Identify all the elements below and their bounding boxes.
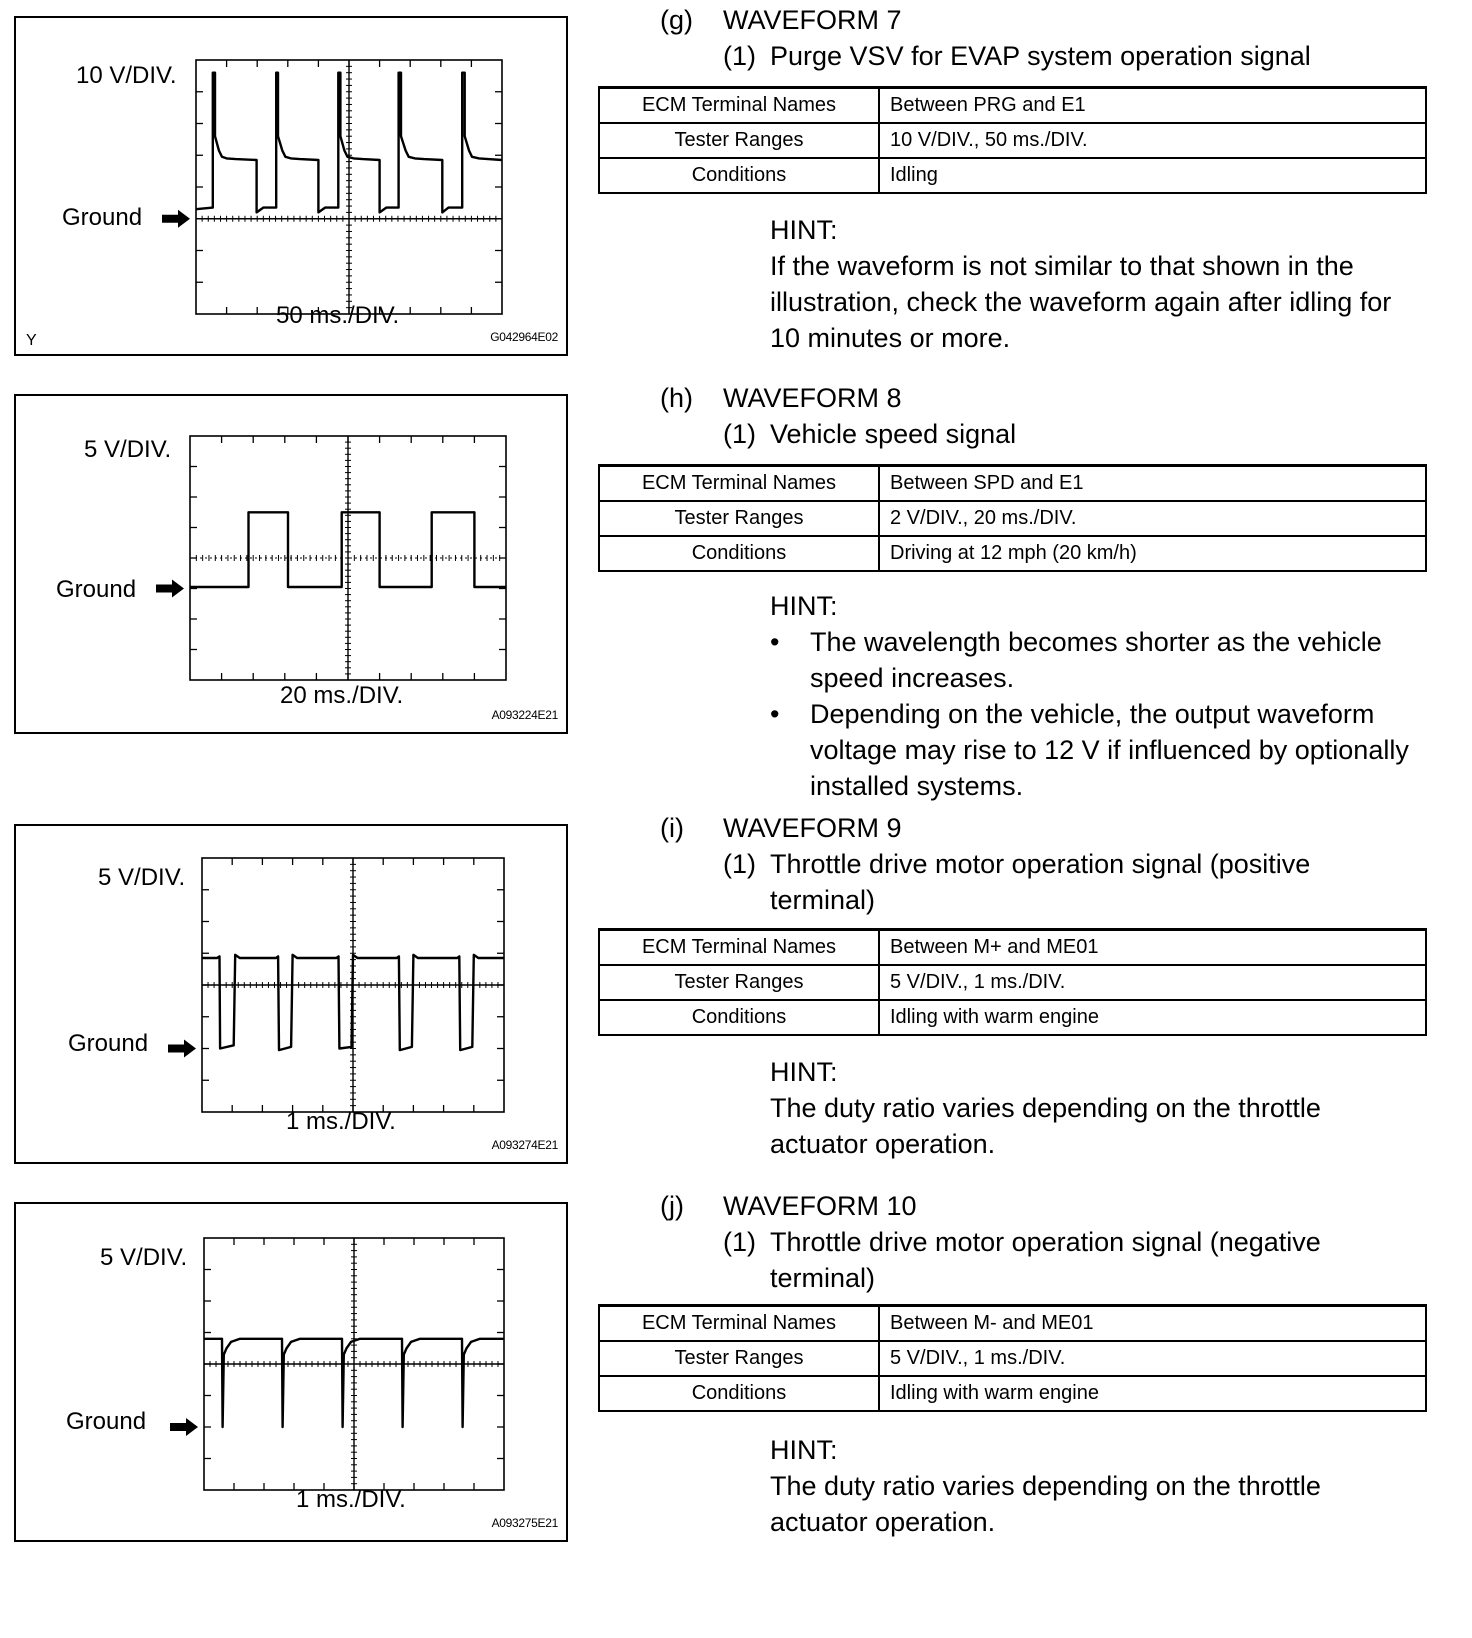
table-key: Tester Ranges [599, 965, 879, 1000]
sub-number: (1) [723, 41, 756, 71]
section-letter: (g) [660, 5, 693, 35]
figure-id: G042964E02 [490, 330, 558, 344]
table-key: Conditions [599, 1376, 879, 1411]
table-key: Tester Ranges [599, 123, 879, 158]
sub-number: (1) [723, 1227, 756, 1257]
section-title: WAVEFORM 8 [723, 383, 902, 413]
volts-per-div-label: 10 V/DIV. [76, 62, 177, 89]
table-key: Conditions [599, 158, 879, 193]
table-key: Conditions [599, 1000, 879, 1035]
time-per-div-label: 50 ms./DIV. [276, 302, 400, 329]
sub-text: Throttle drive motor operation signal (positive terminal) [770, 849, 1311, 915]
section-waveform-8 [598, 380, 1428, 801]
table-key: ECM Terminal Names [599, 466, 879, 501]
figure-corner-mark: Y [26, 332, 37, 349]
figure-id: A093274E21 [491, 1138, 558, 1152]
table-key: ECM Terminal Names [599, 1306, 879, 1341]
section-subheading [598, 416, 1428, 452]
table-value: Idling with warm engine [879, 1376, 1426, 1411]
hint-label: HINT: [770, 591, 838, 621]
hint-label: HINT: [770, 215, 838, 245]
sub-text: Vehicle speed signal [770, 419, 1017, 449]
section-waveform-10 [598, 1188, 1428, 1537]
section-heading [598, 810, 1428, 846]
hint-label: HINT: [770, 1435, 838, 1465]
table-value: Between PRG and E1 [879, 88, 1426, 123]
table-row [599, 965, 1426, 1000]
table-value: 5 V/DIV., 1 ms./DIV. [879, 1341, 1426, 1376]
table-row [599, 158, 1426, 193]
section-letter: (i) [660, 813, 684, 843]
hint-block [770, 212, 1410, 356]
ground-label: Ground [68, 1030, 149, 1057]
table-key: Tester Ranges [599, 1341, 879, 1376]
section-heading [598, 380, 1428, 416]
table-value: Between M+ and ME01 [879, 930, 1426, 965]
bullet-icon: • [770, 627, 780, 657]
ground-arrow-icon [168, 1040, 196, 1058]
spec-table [598, 928, 1427, 1036]
hint-bullet-item [770, 696, 1410, 804]
table-value: Between SPD and E1 [879, 466, 1426, 501]
ground-label: Ground [56, 576, 137, 603]
volts-per-div-label: 5 V/DIV. [84, 436, 172, 463]
table-row [599, 1341, 1426, 1376]
spec-table [598, 86, 1427, 194]
table-value: 5 V/DIV., 1 ms./DIV. [879, 965, 1426, 1000]
table-row [599, 466, 1426, 501]
sub-number: (1) [723, 849, 756, 879]
section-letter: (h) [660, 383, 693, 413]
hint-label: HINT: [770, 1057, 838, 1087]
hint-block [770, 1054, 1410, 1162]
hint-text: The duty ratio varies depending on the throttle actuator operation. [770, 1093, 1321, 1159]
ground-label: Ground [62, 204, 143, 231]
section-title: WAVEFORM 10 [723, 1191, 917, 1221]
waveform-10-figure [14, 1202, 568, 1542]
table-row [599, 501, 1426, 536]
table-row [599, 1306, 1426, 1341]
volts-per-div-label: 5 V/DIV. [98, 864, 186, 891]
table-key: Tester Ranges [599, 501, 879, 536]
volts-per-div-label: 5 V/DIV. [100, 1244, 188, 1271]
section-subheading [598, 1224, 1428, 1296]
table-value: 2 V/DIV., 20 ms./DIV. [879, 501, 1426, 536]
sub-text: Purge VSV for EVAP system operation signal [770, 41, 1311, 71]
time-per-div-label: 1 ms./DIV. [296, 1486, 406, 1513]
time-per-div-label: 20 ms./DIV. [280, 682, 404, 709]
ground-arrow-icon [170, 1418, 198, 1436]
hint-block [770, 1432, 1410, 1540]
spec-table [598, 464, 1427, 572]
table-key: ECM Terminal Names [599, 88, 879, 123]
ground-arrow-icon [162, 210, 190, 228]
section-heading [598, 2, 1428, 38]
ground-arrow-icon [156, 580, 184, 598]
waveform-7-figure [14, 16, 568, 356]
hint-bullet-item [770, 624, 1410, 696]
time-per-div-label: 1 ms./DIV. [286, 1108, 396, 1135]
table-key: Conditions [599, 536, 879, 571]
section-waveform-9 [598, 810, 1428, 1159]
table-value: Idling [879, 158, 1426, 193]
hint-text: If the waveform is not similar to that shown in the illustration, check the waveform again after idling for 10 minutes or more. [770, 251, 1392, 353]
sub-number: (1) [723, 419, 756, 449]
table-value: Idling with warm engine [879, 1000, 1426, 1035]
section-title: WAVEFORM 7 [723, 5, 902, 35]
table-row [599, 1000, 1426, 1035]
table-key: ECM Terminal Names [599, 930, 879, 965]
section-waveform-7 [598, 2, 1428, 353]
hint-block [770, 588, 1410, 804]
figure-id: A093224E21 [491, 708, 558, 722]
table-value: 10 V/DIV., 50 ms./DIV. [879, 123, 1426, 158]
table-row [599, 123, 1426, 158]
table-value: Driving at 12 mph (20 km/h) [879, 536, 1426, 571]
table-row [599, 88, 1426, 123]
hint-bullet-text: The wavelength becomes shorter as the vehicle speed increases. [810, 627, 1382, 693]
hint-text: The duty ratio varies depending on the throttle actuator operation. [770, 1471, 1321, 1537]
hint-bullet-text: Depending on the vehicle, the output waveform voltage may rise to 12 V if influenced by optionally installed systems. [810, 699, 1409, 801]
section-subheading [598, 38, 1428, 74]
waveform-10-scope [16, 1204, 568, 1542]
table-row [599, 930, 1426, 965]
table-value: Between M- and ME01 [879, 1306, 1426, 1341]
table-row [599, 536, 1426, 571]
figure-id: A093275E21 [491, 1516, 558, 1530]
spec-table [598, 1304, 1427, 1412]
ground-label: Ground [66, 1408, 147, 1435]
section-heading [598, 1188, 1428, 1224]
bullet-icon: • [770, 699, 780, 729]
section-letter: (j) [660, 1191, 684, 1221]
hint-list [770, 624, 1410, 804]
waveform-8-figure [14, 394, 568, 734]
sub-text: Throttle drive motor operation signal (negative terminal) [770, 1227, 1321, 1293]
section-title: WAVEFORM 9 [723, 813, 902, 843]
table-row [599, 1376, 1426, 1411]
section-subheading [598, 846, 1428, 918]
waveform-9-figure [14, 824, 568, 1164]
